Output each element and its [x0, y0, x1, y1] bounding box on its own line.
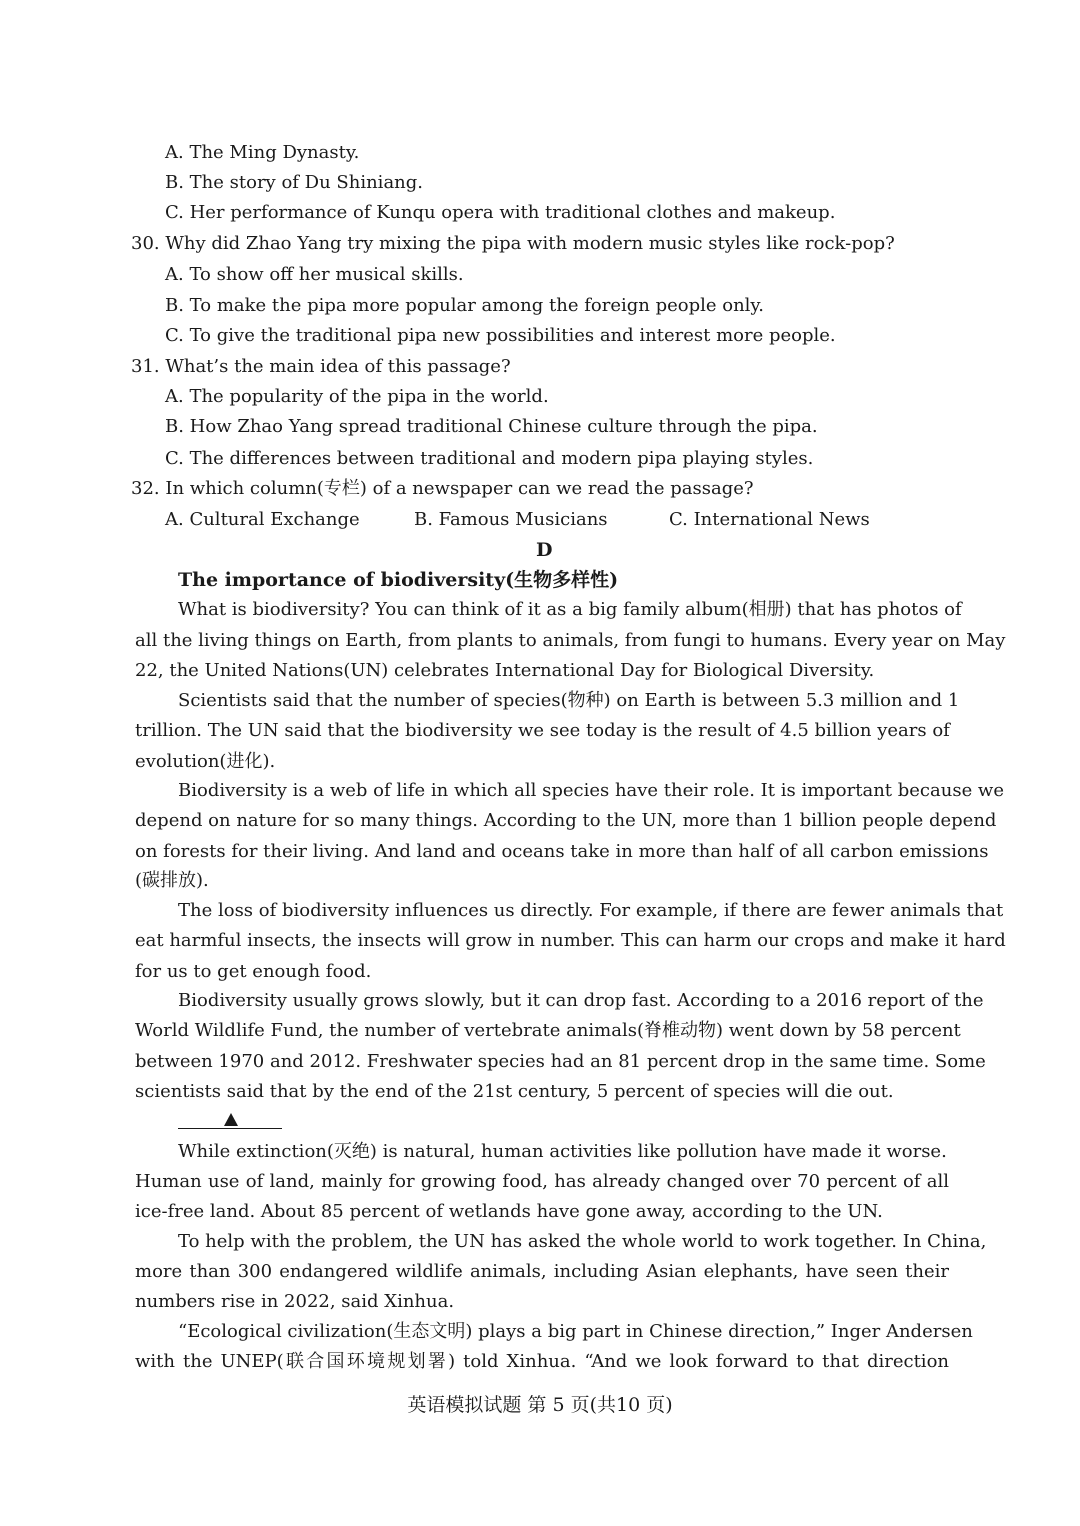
q31-option-c: C. The differences between traditional and modern pipa playing styles. [165, 448, 814, 469]
p2-line-1: Scientists said that the number of species(物种) on Earth is between 5.3 million and 1 [178, 690, 960, 711]
triangle-marker-icon [224, 1113, 238, 1126]
p5-line-3: between 1970 and 2012. Freshwater species had an 81 percent drop in the same time. Some [135, 1051, 986, 1072]
section-letter: D [536, 539, 553, 561]
p1-line-3: 22, the United Nations(UN) celebrates International Day for Biological Diversity. [135, 660, 875, 681]
q32-option-b: B. Famous Musicians [414, 509, 608, 530]
p4-line-3: for us to get enough food. [135, 961, 372, 982]
q29-option-c: C. Her performance of Kunqu opera with traditional clothes and makeup. [165, 202, 836, 223]
p7-line-2: more than 300 endangered wildlife animals, including Asian elephants, have seen their [135, 1261, 949, 1282]
page-footer: 英语模拟试题 第 5 页(共10 页) [407, 1394, 673, 1416]
p5-line-2: World Wildlife Fund, the number of vertebrate animals(脊椎动物) went down by 58 percent [135, 1020, 961, 1041]
q31-stem: 31. What’s the main idea of this passage? [131, 356, 511, 377]
p1-line-2: all the living things on Earth, from plants to animals, from fungi to humans. Every year on May [135, 630, 1006, 651]
p3-line-1: Biodiversity is a web of life in which all species have their role. It is important because we [178, 780, 1004, 801]
q30-option-b: B. To make the pipa more popular among the foreign people only. [165, 295, 764, 316]
p6-line-3: ice-free land. About 85 percent of wetlands have gone away, according to the UN. [135, 1201, 883, 1222]
q30-option-c: C. To give the traditional pipa new possibilities and interest more people. [165, 325, 836, 346]
p3-line-2: depend on nature for so many things. According to the UN, more than 1 billion people depend [135, 810, 997, 831]
p8-line-2: with the UNEP(联合国环境规划署) told Xinhua. “And we look forward to that direction [135, 1351, 949, 1372]
p2-line-2: trillion. The UN said that the biodiversity we see today is the result of 4.5 billion years of [135, 720, 950, 741]
p5-line-1: Biodiversity usually grows slowly, but it can drop fast. According to a 2016 report of the [178, 990, 984, 1011]
q31-option-a: A. The popularity of the pipa in the world. [165, 386, 549, 407]
p3-line-3: on forests for their living. And land and oceans take in more than half of all carbon emissions [135, 841, 989, 862]
p6-line-1: While extinction(灭绝) is natural, human activities like pollution have made it worse. [178, 1141, 947, 1162]
q29-option-a: A. The Ming Dynasty. [165, 142, 360, 163]
p3-line-4: (碳排放). [135, 870, 209, 891]
p6-line-2: Human use of land, mainly for growing food, has already changed over 70 percent of all [135, 1171, 949, 1192]
answer-blank [178, 1112, 282, 1129]
p8-line-1: “Ecological civilization(生态文明) plays a big part in Chinese direction,” Inger Andersen [178, 1321, 973, 1342]
q31-option-b: B. How Zhao Yang spread traditional Chinese culture through the pipa. [165, 416, 818, 437]
p2-line-3: evolution(进化). [135, 751, 276, 772]
q32-option-c: C. International News [669, 509, 870, 530]
p1-line-1: What is biodiversity? You can think of it as a big family album(相册) that has photos of [178, 599, 962, 620]
q29-option-b: B. The story of Du Shiniang. [165, 172, 424, 193]
passage-title: The importance of biodiversity(生物多样性) [178, 569, 619, 591]
q30-stem: 30. Why did Zhao Yang try mixing the pipa with modern music styles like rock-pop? [131, 233, 895, 254]
p5-line-4: scientists said that by the end of the 21st century, 5 percent of species will die out. [135, 1081, 894, 1102]
p7-line-1: To help with the problem, the UN has asked the whole world to work together. In China, [178, 1231, 987, 1252]
q32-stem: 32. In which column(专栏) of a newspaper can we read the passage? [131, 478, 754, 499]
p4-line-1: The loss of biodiversity influences us directly. For example, if there are fewer animals that [178, 900, 1004, 921]
q30-option-a: A. To show off her musical skills. [165, 264, 464, 285]
q32-option-a: A. Cultural Exchange [165, 509, 360, 530]
p4-line-2: eat harmful insects, the insects will grow in number. This can harm our crops and make it hard [135, 930, 1006, 951]
p7-line-3: numbers rise in 2022, said Xinhua. [135, 1291, 455, 1312]
